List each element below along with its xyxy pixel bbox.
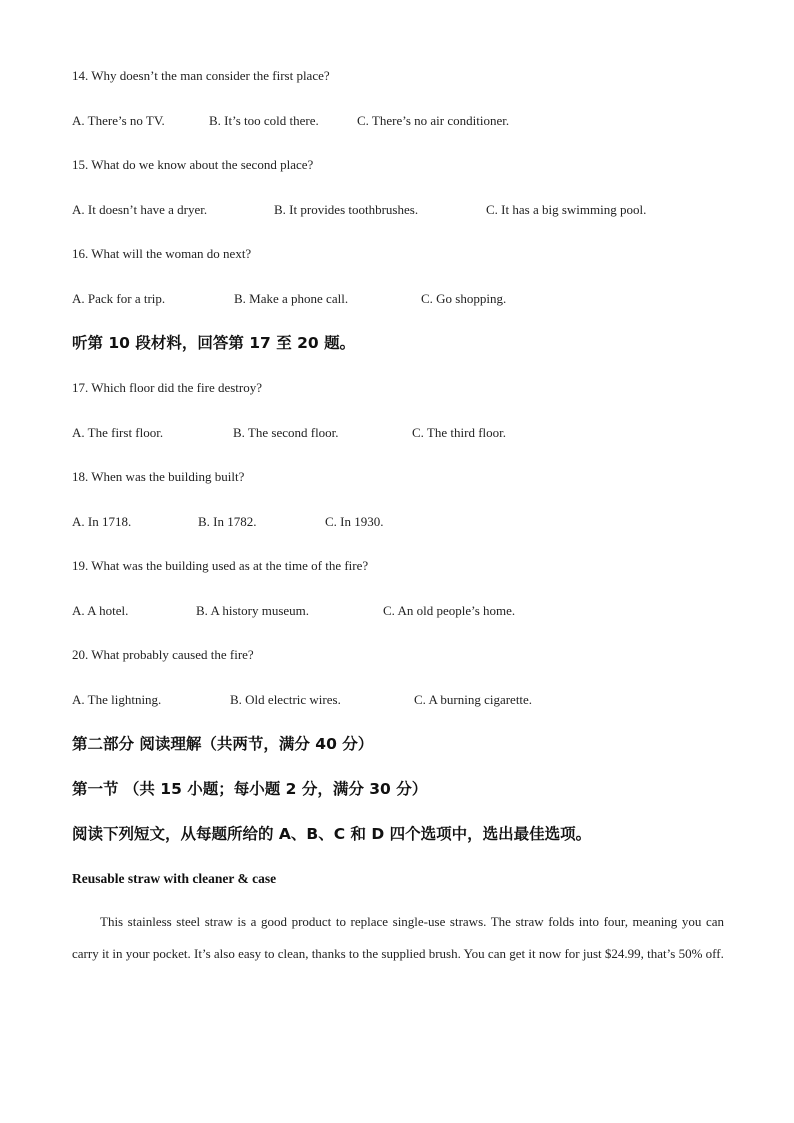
q19-option-a: A. A hotel. xyxy=(72,603,129,618)
section1-title: 第一节 （共 15 小题；每小题 2 分，满分 30 分） xyxy=(72,780,428,798)
question-15: 15. What do we know about the second place? xyxy=(72,157,314,172)
article-paragraph: This stainless steel straw is a good product to replace single-use straws. The straw folds into four, meaning you can carry it in your pocket. It’s also easy to clean, thanks to the supplied brush. You can get it now for just $24.99, that’s 50% off. xyxy=(72,914,724,961)
question-18: 18. When was the building built? xyxy=(72,469,245,484)
q19-option-b: B. A history museum. xyxy=(196,603,310,618)
q14-option-b: B. It’s too cold there. xyxy=(209,113,319,128)
question-17: 17. Which floor did the fire destroy? xyxy=(72,380,263,395)
question-19: 19. What was the building used as at the time of the fire? xyxy=(72,558,369,573)
q14-option-c: C. There’s no air conditioner. xyxy=(357,113,510,128)
question-16: 16. What will the woman do next? xyxy=(72,246,252,261)
reading-instruction: 阅读下列短文，从每题所给的 A、B、C 和 D 四个选项中，选出最佳选项。 xyxy=(72,825,592,843)
question-14: 14. Why doesn’t the man consider the first place? xyxy=(72,68,330,83)
q14-option-a: A. There’s no TV. xyxy=(72,113,165,128)
q20-option-c: C. A burning cigarette. xyxy=(414,692,533,707)
q17-option-b: B. The second floor. xyxy=(233,425,339,440)
q15-option-b: B. It provides toothbrushes. xyxy=(274,202,419,217)
q15-option-a: A. It doesn’t have a dryer. xyxy=(72,202,208,217)
listening-section-instruction: 听第 10 段材料，回答第 17 至 20 题。 xyxy=(72,334,356,352)
q19-option-c: C. An old people’s home. xyxy=(383,603,516,618)
part2-title: 第二部分 阅读理解（共两节，满分 40 分） xyxy=(72,735,374,753)
q15-option-c: C. It has a big swimming pool. xyxy=(486,202,647,217)
q18-option-c: C. In 1930. xyxy=(325,514,384,529)
q20-option-b: B. Old electric wires. xyxy=(230,692,341,707)
article-title: Reusable straw with cleaner & case xyxy=(72,871,277,886)
q17-option-a: A. The first floor. xyxy=(72,425,164,440)
q16-option-b: B. Make a phone call. xyxy=(234,291,349,306)
question-20: 20. What probably caused the fire? xyxy=(72,647,254,662)
q16-option-a: A. Pack for a trip. xyxy=(72,291,166,306)
q18-option-a: A. In 1718. xyxy=(72,514,132,529)
q16-option-c: C. Go shopping. xyxy=(421,291,507,306)
q18-option-b: B. In 1782. xyxy=(198,514,257,529)
q17-option-c: C. The third floor. xyxy=(412,425,507,440)
q20-option-a: A. The lightning. xyxy=(72,692,162,707)
